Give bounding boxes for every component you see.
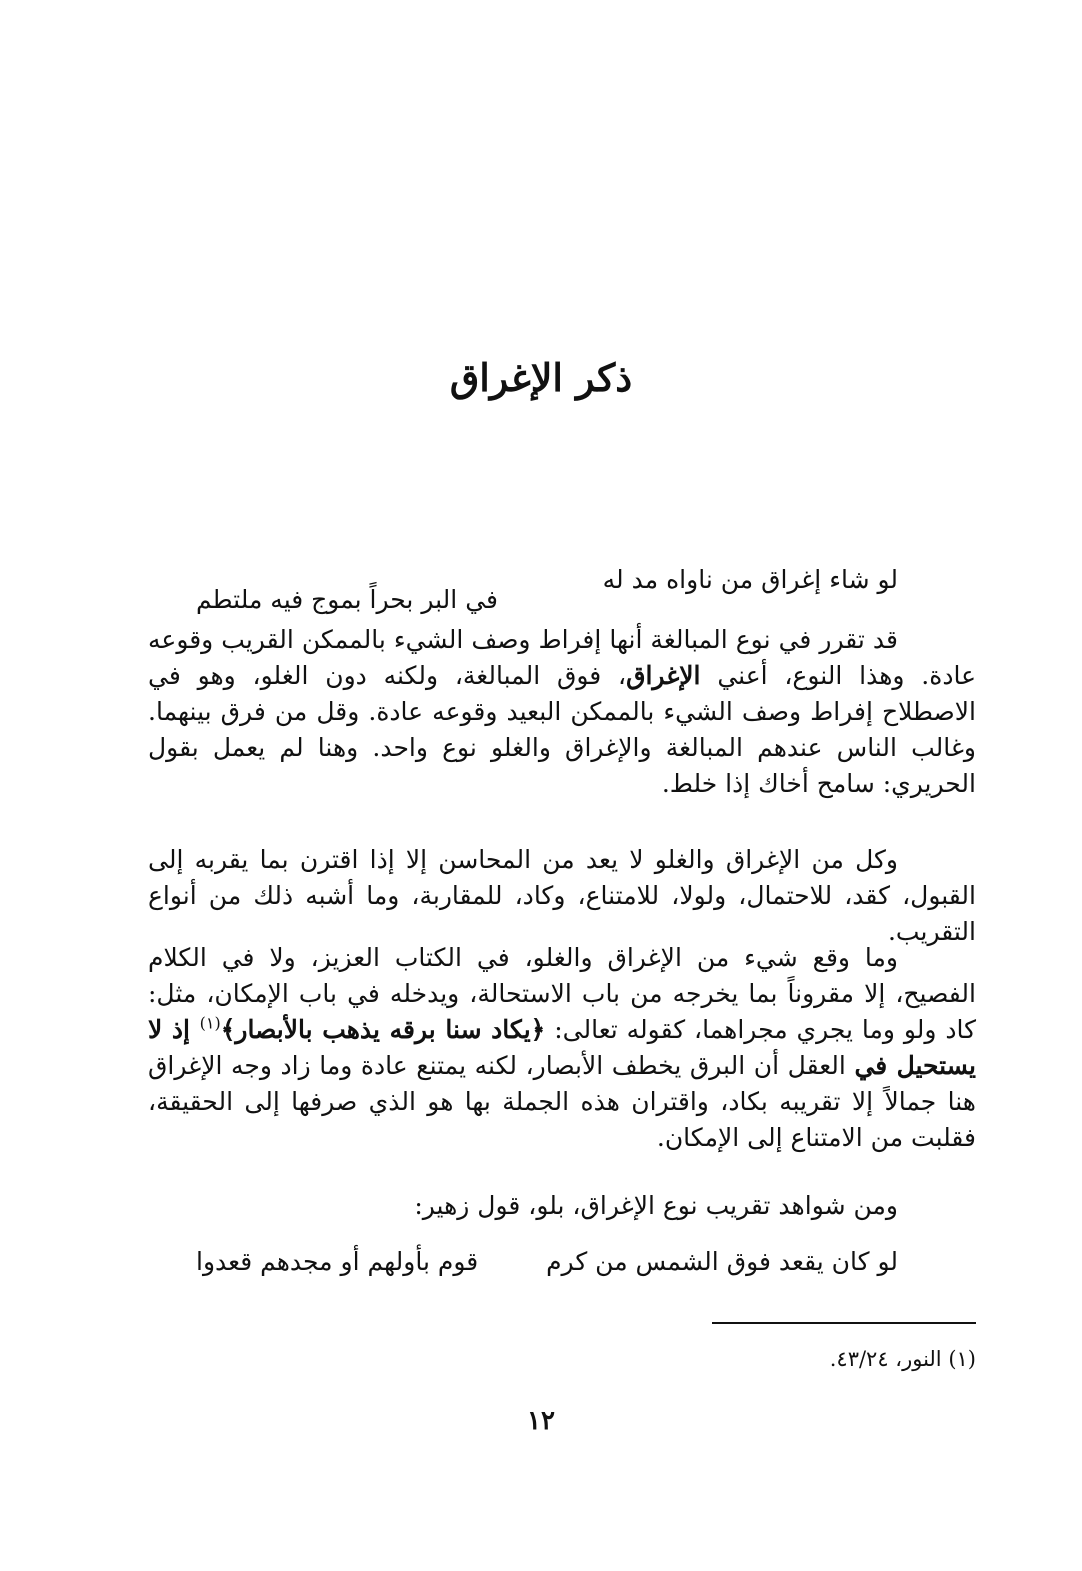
body-paragraph: وكل من الإغراق والغلو لا يعد من المحاسن إلا إذا اقترن بما يقربه إلى القبول، كقد، للاحتمال، ولولا، للامتناع، وكاد، للمقاربة، وما أشبه ذلك من أنواع التقريب. — [148, 845, 976, 946]
bold-term: الإغراق — [626, 661, 701, 690]
second-hemistich: في البر بحراً بموج فيه ملتطم — [196, 585, 498, 614]
verse-two — [148, 1242, 976, 1282]
paragraph-text: ، فوق المبالغة، ولكنه دون الغلو، وهو في الاصطلاح إفراط وصف الشيء بالممكن البعيد وقوعه عادة. وقل من فرق بينهما. وغالب الناس عندهم المبالغة والإغراق والغلو نوع واحد. وهنا لم يعمل بقول الحريري: سامح أخاك إذا خلط. — [148, 661, 976, 798]
verse-one — [148, 560, 976, 620]
bold-phrase: إذ لا يستحيل في — [148, 1015, 976, 1080]
paragraph-text: قد تقرر في نوع المبالغة أنها إفراط وصف الشيء بالممكن القريب وقوعه عادة. وهذا النوع، أعني — [148, 625, 976, 690]
paragraph-text: وما وقع شيء من الإغراق والغلو، في الكتاب العزيز، ولا في الكلام الفصيح، إلا مقروناً بما يخرجه من باب الاستحالة، ويدخله في باب الإمكان، مثل: كاد ولو وما يجري مجراهما، كقوله تعالى: — [148, 943, 976, 1044]
page-title: ذكر الإغراق — [449, 355, 633, 400]
first-hemistich: لو شاء إغراق من ناواه مد له — [602, 565, 898, 594]
footnote-divider — [712, 1322, 976, 1324]
body-paragraph — [148, 940, 976, 1156]
body-paragraph — [148, 622, 976, 802]
footnote-marker: (١) — [199, 1013, 221, 1033]
intro-line: ومن شواهد تقريب نوع الإغراق، بلو، قول زهير: — [414, 1191, 898, 1220]
quran-quote: ﴿يكاد سنا برقه يذهب بالأبصار﴾ — [220, 1015, 546, 1044]
poetry-line — [148, 560, 976, 620]
intro-line-block — [148, 1188, 976, 1224]
first-hemistich: لو كان يقعد فوق الشمس من كرم — [546, 1247, 898, 1276]
poetry-line — [148, 1242, 976, 1282]
page-number: ١٢ — [527, 1406, 555, 1436]
second-hemistich: قوم بأولهم أو مجدهم قعدوا — [196, 1247, 479, 1276]
paragraph-three — [148, 940, 976, 1156]
footnote: (١) النور، ٤٣/٢٤. — [829, 1347, 976, 1371]
paragraph-two — [148, 842, 976, 950]
paragraph-text: العقل أن البرق يخطف الأبصار، لكنه يمتنع عادة وما زاد وجه الإغراق هنا جمالاً إلا تقريبه بكاد، واقتران هذه الجملة بها هو الذي صرفها إلى الحقيقة، فقلبت من الامتناع إلى الإمكان. — [148, 1051, 976, 1152]
paragraph-one — [148, 622, 976, 802]
